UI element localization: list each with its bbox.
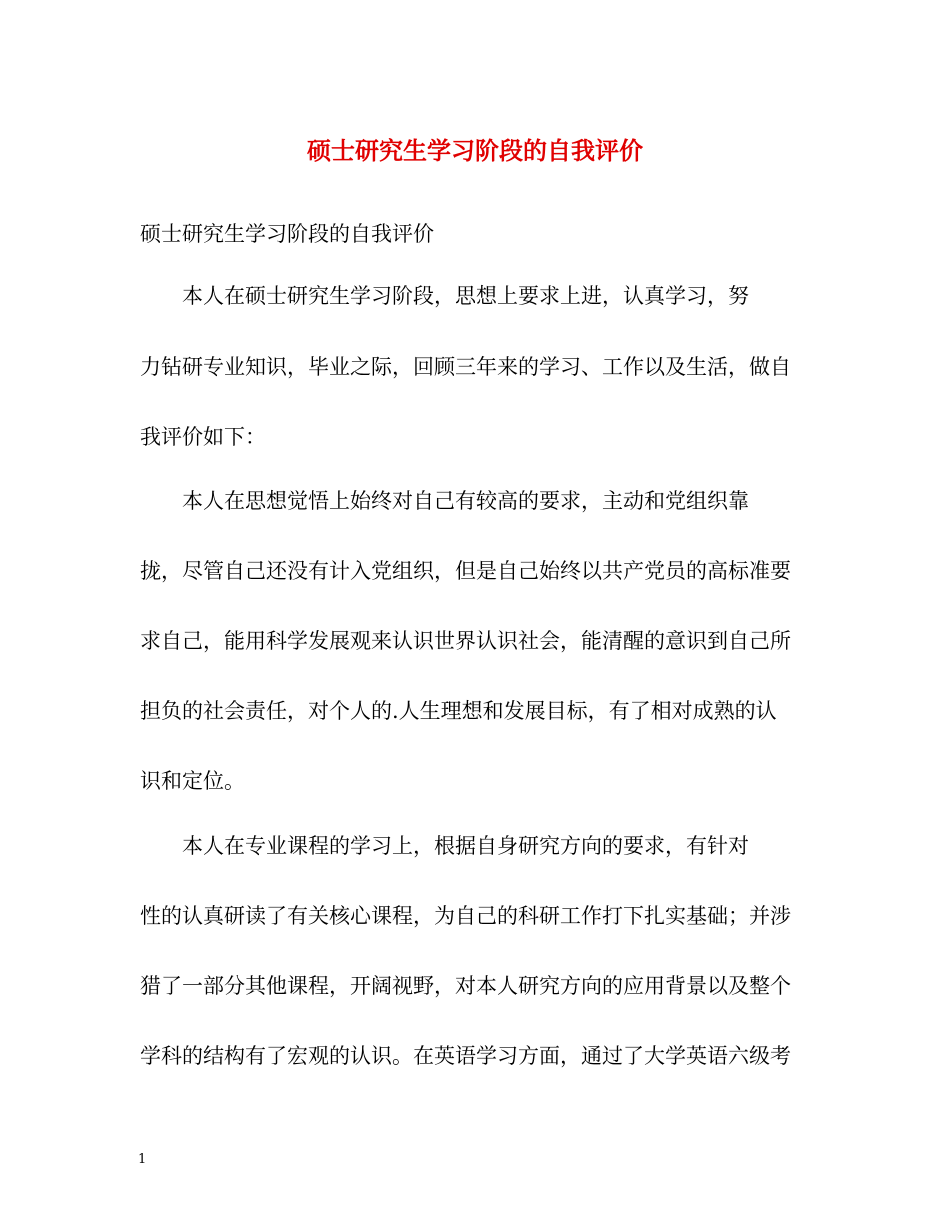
paragraph-line: 本人在硕士研究生学习阶段，思想上要求上进，认真学习，努	[140, 284, 749, 308]
paragraph-line: 拢，尽管自己还没有计入党组织，但是自己始终以共产党员的高标准要	[140, 559, 791, 583]
document-title: 硕士研究生学习阶段的自我评价	[307, 136, 643, 165]
paragraph-line: 本人在专业课程的学习上，根据自身研究方向的要求，有针对	[140, 834, 749, 858]
paragraph-line: 本人在思想觉悟上始终对自己有较高的要求，主动和党组织靠	[140, 489, 749, 513]
paragraph-line: 学科的结构有了宏观的认识。在英语学习方面，通过了大学英语六级考	[140, 1044, 791, 1068]
paragraph-line: 力钻研专业知识，毕业之际，回顾三年来的学习、工作以及生活，做自	[140, 355, 791, 379]
paragraph-line: 猎了一部分其他课程，开阔视野，对本人研究方向的应用背景以及整个	[140, 974, 791, 998]
paragraph-line: 识和定位。	[140, 769, 245, 793]
document-subtitle: 硕士研究生学习阶段的自我评价	[140, 222, 434, 246]
paragraph-line: 性的认真研读了有关核心课程，为自己的科研工作打下扎实基础；并涉	[140, 904, 791, 928]
paragraph-line: 求自己，能用科学发展观来认识世界认识社会，能清醒的意识到自己所	[140, 629, 791, 653]
page-number: 1	[138, 1152, 147, 1167]
paragraph-line: 我评价如下：	[140, 425, 266, 449]
paragraph-line: 担负的社会责任，对个人的.人生理想和发展目标，有了相对成熟的认	[140, 699, 777, 723]
